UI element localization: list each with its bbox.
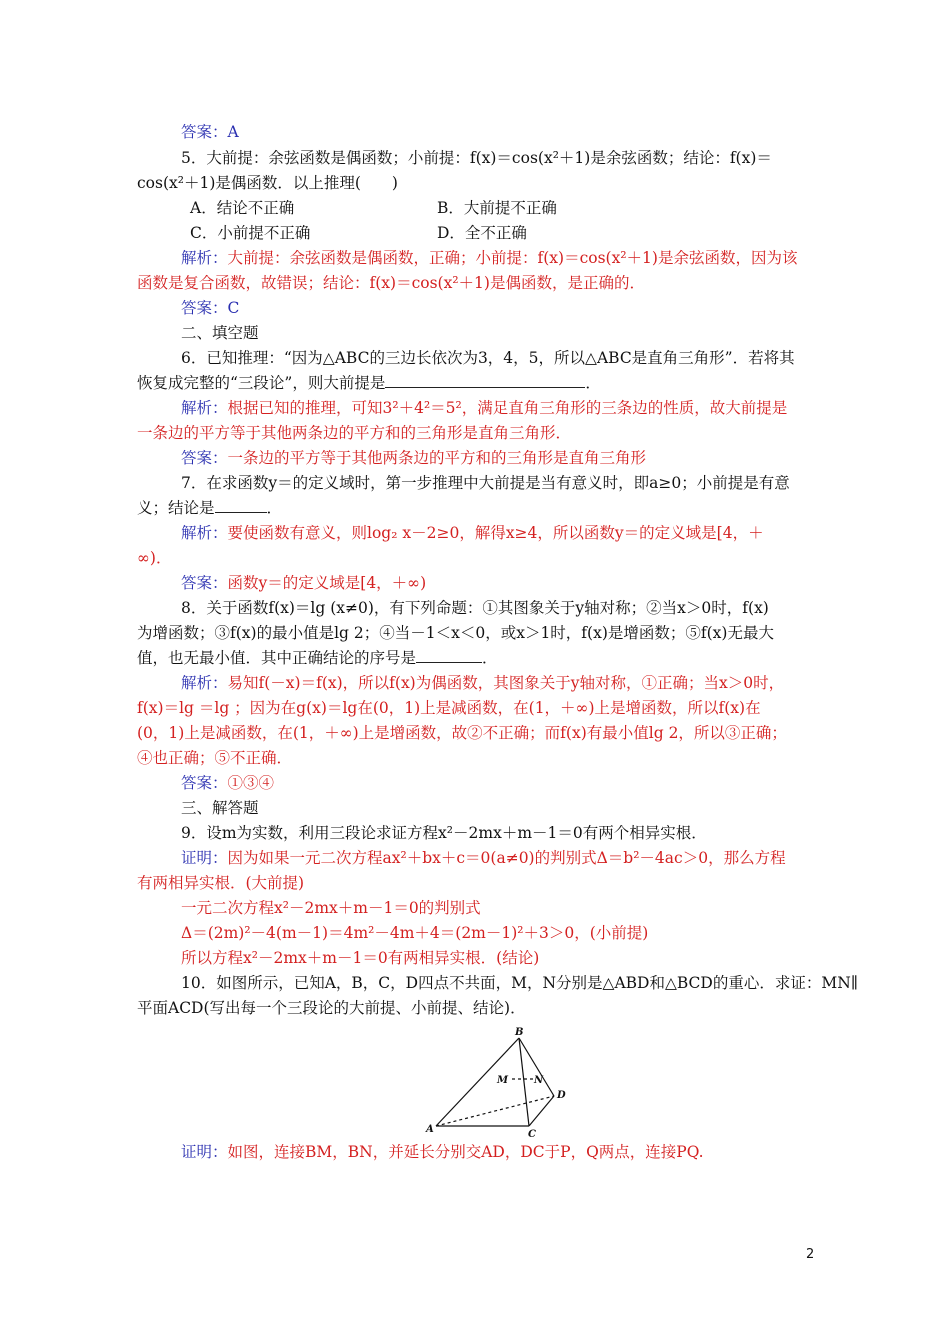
answer-6 (181, 448, 646, 468)
question-6-end: ． (585, 374, 601, 392)
proof-label: 证明： (181, 849, 228, 867)
answer-8 (181, 773, 274, 793)
analysis-8-line2: f(x)＝lg ＝lg ；因为在g(x)＝lg在(0，1)上是减函数，在(1，＋∞)上是增函数，所以f(x)在 (137, 699, 761, 717)
proof-label: 证明： (181, 1143, 228, 1161)
analysis-8-line4: ④也正确；⑤不正确． (137, 749, 293, 767)
answer-text: C (227, 299, 240, 317)
analysis-5-line2: 函数是复合函数，故错误；结论：f(x)＝cos(x²＋1)是偶函数，是正确的． (137, 274, 645, 292)
answer-label: 答案： (181, 574, 228, 592)
question-7-line1: 7．在求函数y＝的定义域时，第一步推理中大前提是当有意义时，即a≥0；小前提是有意 (181, 474, 790, 492)
analysis-label: 解析： (181, 249, 228, 267)
question-10-line2: 平面ACD(写出每一个三段论的大前提、小前提、结论)． (137, 999, 526, 1017)
question-8-line2: 为增函数；③f(x)的最小值是lg 2；④当－1＜x＜0，或x＞1时，f(x)是增函数；⑤f(x)无最大 (137, 624, 774, 642)
question-9: 9．设m为实数，利用三段论求证方程x²－2mx＋m－1＝0有两个相异实根． (181, 824, 707, 842)
answer-blank (215, 498, 267, 513)
tetrahedron-figure (424, 1026, 574, 1138)
answer-7 (181, 573, 426, 593)
answer-text: ①③④ (227, 774, 275, 792)
edge-cd (529, 1096, 554, 1126)
analysis-6-line2: 一条边的平方等于其他两条边的平方和的三角形是直角三角形． (137, 424, 572, 442)
proof-9-line2: 有两相异实根．(大前提) (137, 874, 305, 892)
option-a: A．结论不正确 (190, 199, 295, 217)
question-7-line2 (137, 498, 282, 518)
label-n: N (534, 1075, 544, 1086)
proof-9-line3: 一元二次方程x²－2mx＋m－1＝0的判别式 (181, 899, 481, 917)
section-solve: 三、解答题 (181, 799, 259, 817)
analysis-text: 要使函数有意义，则log₂ x－2≥0，解得x≥4，所以函数y＝的定义域是[4，＋ (227, 524, 764, 542)
option-c: C．小前提不正确 (190, 224, 311, 242)
question-10-line1: 10．如图所示，已知A，B，C，D四点不共面，M，N分别是△ABD和△BCD的重心．求证：MN∥ (181, 974, 858, 992)
proof-9-line5: 所以方程x²－2mx＋m－1＝0有两相异实根．(结论) (181, 949, 540, 967)
analysis-8-line1 (181, 673, 784, 693)
question-7-text: 义；结论是 (137, 499, 215, 517)
page-number: 2 (806, 1247, 815, 1262)
analysis-text: 根据已知的推理，可知3²＋4²＝5²，满足直角三角形的三条边的性质，故大前提是 (227, 399, 788, 417)
analysis-6-line1 (181, 398, 787, 418)
option-b: B．大前提不正确 (437, 199, 557, 217)
question-6-line1: 6．已知推理：“因为△ABC的三边长依次为3，4，5，所以△ABC是直角三角形”．若将其 (181, 349, 795, 367)
answer-text: 函数y＝的定义域是[4，＋∞) (227, 574, 427, 592)
label-c: C (528, 1129, 536, 1138)
question-5-line2: cos(x²＋1)是偶函数．以上推理( ) (137, 174, 398, 192)
label-m: M (497, 1075, 509, 1086)
label-b: B (515, 1027, 524, 1038)
analysis-label: 解析： (181, 524, 228, 542)
question-8-line3 (137, 648, 498, 668)
analysis-7-line2: ∞)． (137, 549, 172, 567)
label-a: A (426, 1124, 434, 1135)
question-8-end: ． (482, 649, 498, 667)
proof-text: 如图，连接BM，BN，并延长分别交AD，DC于P，Q两点，连接PQ. (227, 1143, 704, 1161)
question-6-line2 (137, 373, 601, 393)
edge-ad (436, 1096, 554, 1126)
analysis-label: 解析： (181, 674, 228, 692)
analysis-7-line1 (181, 523, 764, 543)
answer-label: 答案： (181, 449, 228, 467)
analysis-label: 解析： (181, 399, 228, 417)
analysis-text: 大前提：余弦函数是偶函数，正确；小前提：f(x)＝cos(x²＋1)是余弦函数，因为该 (227, 249, 798, 267)
answer-label: 答案： (181, 774, 228, 792)
question-8-text: 值，也无最小值．其中正确结论的序号是 (137, 649, 417, 667)
proof-text: 因为如果一元二次方程ax²＋bx＋c＝0(a≠0)的判别式Δ＝b²－4ac＞0，那么方程 (227, 849, 786, 867)
question-6-text: 恢复成完整的“三段论”，则大前提是 (137, 374, 386, 392)
option-d: D．全不正确 (437, 224, 527, 242)
question-7-end: ． (266, 499, 283, 517)
proof-9-line4: Δ＝(2m)²－4(m－1)＝4m²－4m＋4＝(2m－1)²＋3＞0，(小前提) (181, 924, 649, 942)
proof-9-line1 (181, 848, 786, 868)
question-8-line1: 8．关于函数f(x)＝lg (x≠0)，有下列命题：①其图象关于y轴对称；②当x＞0时，f(x) (181, 599, 769, 617)
proof-10-line1 (181, 1142, 704, 1162)
answer-label: 答案： (181, 299, 228, 317)
answer-5 (181, 298, 239, 318)
question-5-line1: 5．大前提：余弦函数是偶函数；小前提：f(x)＝cos(x²＋1)是余弦函数；结论：f(x)＝ (181, 149, 772, 167)
analysis-8-line3: (0，1)上是减函数，在(1，＋∞)上是增函数，故②不正确；而f(x)有最小值lg 2，所以③正确； (137, 724, 787, 742)
answer-text: 一条边的平方等于其他两条边的平方和的三角形是直角三角形 (227, 449, 647, 467)
answer-blank (385, 373, 585, 388)
line-answer-a: 答案：A (181, 123, 239, 141)
section-fill-blank: 二、填空题 (181, 324, 259, 342)
label-d: D (557, 1090, 566, 1101)
analysis-text: 易知f(－x)＝f(x)，所以f(x)为偶函数，其图象关于y轴对称，①正确；当x＞0时， (227, 674, 785, 692)
analysis-5-line1 (181, 248, 797, 268)
answer-blank (416, 648, 482, 663)
